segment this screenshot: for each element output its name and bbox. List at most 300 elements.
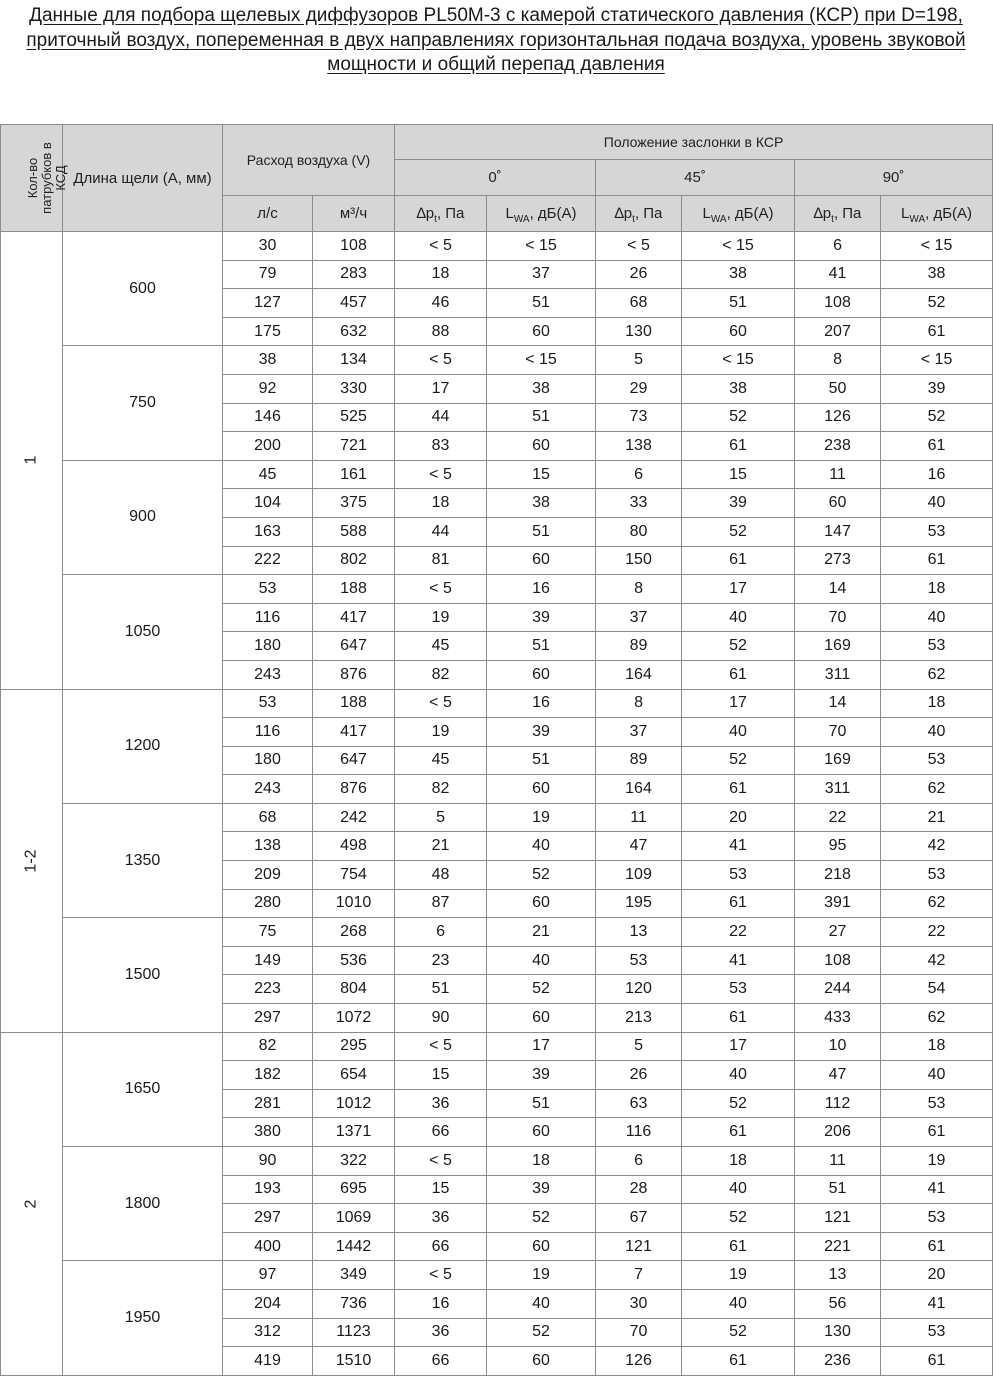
- value-cell: 10: [795, 1032, 881, 1061]
- value-cell: 127: [223, 289, 313, 318]
- value-cell: 14: [795, 689, 881, 718]
- value-cell: 169: [795, 632, 881, 661]
- value-cell: 134: [313, 346, 395, 375]
- value-cell: 30: [223, 232, 313, 261]
- value-cell: 17: [682, 575, 795, 604]
- value-cell: 61: [881, 317, 993, 346]
- value-cell: 52: [682, 1204, 795, 1233]
- value-cell: 62: [881, 1004, 993, 1033]
- header-ls: л/с: [223, 196, 313, 232]
- value-cell: 60: [487, 660, 596, 689]
- value-cell: 53: [223, 689, 313, 718]
- value-cell: 53: [682, 861, 795, 890]
- value-cell: 180: [223, 632, 313, 661]
- value-cell: 40: [682, 1061, 795, 1090]
- value-cell: 804: [313, 975, 395, 1004]
- value-cell: < 15: [487, 232, 596, 261]
- value-cell: 60: [682, 317, 795, 346]
- value-cell: 375: [313, 489, 395, 518]
- value-cell: 47: [596, 832, 682, 861]
- value-cell: 60: [487, 432, 596, 461]
- header-dp: $\Delta p_t$, Па: [395, 196, 487, 232]
- value-cell: 68: [596, 289, 682, 318]
- value-cell: 18: [881, 689, 993, 718]
- value-cell: 22: [682, 918, 795, 947]
- value-cell: 1371: [313, 1118, 395, 1147]
- value-cell: 108: [795, 946, 881, 975]
- value-cell: 802: [313, 546, 395, 575]
- value-cell: 209: [223, 861, 313, 890]
- value-cell: < 5: [395, 232, 487, 261]
- value-cell: 70: [795, 603, 881, 632]
- value-cell: 45: [395, 746, 487, 775]
- value-cell: 218: [795, 861, 881, 890]
- header-angle-0: 0˚: [395, 160, 596, 196]
- header-length: Длина щели (А, мм): [63, 125, 223, 232]
- table-row: [1, 232, 993, 261]
- value-cell: 349: [313, 1261, 395, 1290]
- value-cell: 17: [487, 1032, 596, 1061]
- value-cell: 188: [313, 575, 395, 604]
- value-cell: 221: [795, 1232, 881, 1261]
- value-cell: 213: [596, 1004, 682, 1033]
- value-cell: 457: [313, 289, 395, 318]
- value-cell: 11: [596, 803, 682, 832]
- value-cell: 161: [313, 460, 395, 489]
- value-cell: 20: [881, 1261, 993, 1290]
- value-cell: 68: [223, 803, 313, 832]
- value-cell: 61: [682, 1118, 795, 1147]
- value-cell: 60: [487, 546, 596, 575]
- value-cell: 238: [795, 432, 881, 461]
- length-cell: 900: [63, 460, 223, 574]
- value-cell: 27: [795, 918, 881, 947]
- value-cell: < 15: [682, 346, 795, 375]
- value-cell: 26: [596, 260, 682, 289]
- value-cell: 60: [487, 775, 596, 804]
- value-cell: 38: [881, 260, 993, 289]
- value-cell: 44: [395, 403, 487, 432]
- value-cell: 52: [682, 632, 795, 661]
- qty-cell: 1-2: [1, 689, 63, 1032]
- value-cell: 40: [881, 489, 993, 518]
- value-cell: 66: [395, 1118, 487, 1147]
- value-cell: 647: [313, 632, 395, 661]
- value-cell: 61: [881, 546, 993, 575]
- value-cell: 80: [596, 517, 682, 546]
- value-cell: 40: [487, 832, 596, 861]
- value-cell: 52: [487, 1318, 596, 1347]
- value-cell: 52: [682, 1089, 795, 1118]
- table-row: [1, 1032, 993, 1061]
- value-cell: 54: [881, 975, 993, 1004]
- value-cell: 28: [596, 1175, 682, 1204]
- value-cell: 121: [596, 1232, 682, 1261]
- value-cell: 147: [795, 517, 881, 546]
- value-cell: 15: [682, 460, 795, 489]
- value-cell: 146: [223, 403, 313, 432]
- value-cell: 60: [487, 317, 596, 346]
- value-cell: 11: [795, 460, 881, 489]
- value-cell: 36: [395, 1204, 487, 1233]
- value-cell: 73: [596, 403, 682, 432]
- value-cell: 130: [596, 317, 682, 346]
- qty-cell: 2: [1, 1032, 63, 1375]
- table-row: [1, 1147, 993, 1176]
- value-cell: 536: [313, 946, 395, 975]
- value-cell: 53: [881, 1089, 993, 1118]
- value-cell: 400: [223, 1232, 313, 1261]
- value-cell: 61: [682, 889, 795, 918]
- value-cell: 5: [395, 803, 487, 832]
- value-cell: 243: [223, 775, 313, 804]
- value-cell: 5: [596, 346, 682, 375]
- value-cell: 164: [596, 660, 682, 689]
- value-cell: 18: [487, 1147, 596, 1176]
- value-cell: 90: [395, 1004, 487, 1033]
- value-cell: 222: [223, 546, 313, 575]
- value-cell: 61: [682, 1004, 795, 1033]
- length-cell: 1500: [63, 918, 223, 1032]
- length-cell: 1050: [63, 575, 223, 689]
- value-cell: 311: [795, 660, 881, 689]
- value-cell: 37: [596, 603, 682, 632]
- value-cell: 297: [223, 1204, 313, 1233]
- value-cell: 52: [682, 1318, 795, 1347]
- value-cell: 6: [596, 460, 682, 489]
- value-cell: 39: [682, 489, 795, 518]
- value-cell: 53: [881, 632, 993, 661]
- value-cell: 17: [682, 1032, 795, 1061]
- value-cell: 312: [223, 1318, 313, 1347]
- value-cell: 60: [487, 1004, 596, 1033]
- value-cell: 268: [313, 918, 395, 947]
- value-cell: 52: [881, 403, 993, 432]
- value-cell: 82: [395, 775, 487, 804]
- value-cell: 66: [395, 1347, 487, 1376]
- value-cell: 61: [682, 1347, 795, 1376]
- value-cell: 1012: [313, 1089, 395, 1118]
- header-angle-45: 45˚: [596, 160, 795, 196]
- value-cell: 39: [487, 1175, 596, 1204]
- value-cell: 52: [487, 861, 596, 890]
- value-cell: 1123: [313, 1318, 395, 1347]
- value-cell: 283: [313, 260, 395, 289]
- value-cell: 19: [881, 1147, 993, 1176]
- value-cell: 45: [395, 632, 487, 661]
- length-cell: 1200: [63, 689, 223, 803]
- value-cell: 754: [313, 861, 395, 890]
- value-cell: 90: [223, 1147, 313, 1176]
- value-cell: 6: [395, 918, 487, 947]
- value-cell: 19: [682, 1261, 795, 1290]
- value-cell: 163: [223, 517, 313, 546]
- value-cell: 97: [223, 1261, 313, 1290]
- value-cell: < 5: [395, 1261, 487, 1290]
- value-cell: 61: [881, 1232, 993, 1261]
- value-cell: 876: [313, 775, 395, 804]
- value-cell: 47: [795, 1061, 881, 1090]
- value-cell: 18: [395, 260, 487, 289]
- value-cell: 82: [223, 1032, 313, 1061]
- value-cell: < 15: [881, 232, 993, 261]
- value-cell: 721: [313, 432, 395, 461]
- value-cell: 39: [487, 603, 596, 632]
- value-cell: 138: [223, 832, 313, 861]
- value-cell: 647: [313, 746, 395, 775]
- header-lwa: $L_{WA}$, дБ(А): [487, 196, 596, 232]
- value-cell: 280: [223, 889, 313, 918]
- value-cell: 1442: [313, 1232, 395, 1261]
- value-cell: 498: [313, 832, 395, 861]
- value-cell: 23: [395, 946, 487, 975]
- value-cell: 61: [682, 660, 795, 689]
- value-cell: 60: [795, 489, 881, 518]
- value-cell: 41: [682, 946, 795, 975]
- value-cell: < 5: [395, 346, 487, 375]
- value-cell: 19: [487, 1261, 596, 1290]
- value-cell: 295: [313, 1032, 395, 1061]
- value-cell: 112: [795, 1089, 881, 1118]
- value-cell: 223: [223, 975, 313, 1004]
- header-dp: $\Delta p_t$, Па: [596, 196, 682, 232]
- value-cell: 19: [395, 603, 487, 632]
- value-cell: 62: [881, 889, 993, 918]
- value-cell: 108: [795, 289, 881, 318]
- value-cell: 53: [881, 746, 993, 775]
- value-cell: 70: [795, 718, 881, 747]
- value-cell: 51: [682, 289, 795, 318]
- value-cell: 79: [223, 260, 313, 289]
- value-cell: 588: [313, 517, 395, 546]
- value-cell: 150: [596, 546, 682, 575]
- value-cell: 53: [881, 861, 993, 890]
- value-cell: 51: [487, 517, 596, 546]
- value-cell: 297: [223, 1004, 313, 1033]
- value-cell: 175: [223, 317, 313, 346]
- value-cell: 121: [795, 1204, 881, 1233]
- value-cell: 53: [881, 1318, 993, 1347]
- value-cell: 17: [395, 374, 487, 403]
- value-cell: 104: [223, 489, 313, 518]
- value-cell: 876: [313, 660, 395, 689]
- value-cell: 45: [223, 460, 313, 489]
- value-cell: < 5: [596, 232, 682, 261]
- value-cell: 19: [487, 803, 596, 832]
- value-cell: 39: [881, 374, 993, 403]
- value-cell: 380: [223, 1118, 313, 1147]
- value-cell: 11: [795, 1147, 881, 1176]
- value-cell: 87: [395, 889, 487, 918]
- value-cell: 8: [596, 575, 682, 604]
- value-cell: 38: [487, 489, 596, 518]
- value-cell: 243: [223, 660, 313, 689]
- value-cell: 37: [487, 260, 596, 289]
- value-cell: < 5: [395, 1032, 487, 1061]
- value-cell: 61: [881, 432, 993, 461]
- value-cell: 126: [596, 1347, 682, 1376]
- value-cell: 15: [395, 1175, 487, 1204]
- value-cell: 120: [596, 975, 682, 1004]
- value-cell: 51: [487, 1089, 596, 1118]
- value-cell: 281: [223, 1089, 313, 1118]
- value-cell: 53: [682, 975, 795, 1004]
- value-cell: 41: [795, 260, 881, 289]
- value-cell: 21: [881, 803, 993, 832]
- table-row: [1, 918, 993, 947]
- value-cell: < 5: [395, 575, 487, 604]
- value-cell: 56: [795, 1289, 881, 1318]
- value-cell: 322: [313, 1147, 395, 1176]
- value-cell: 41: [881, 1289, 993, 1318]
- value-cell: 51: [795, 1175, 881, 1204]
- table-row: [1, 803, 993, 832]
- length-cell: 1800: [63, 1147, 223, 1261]
- value-cell: 30: [596, 1289, 682, 1318]
- value-cell: 15: [487, 460, 596, 489]
- value-cell: 61: [682, 775, 795, 804]
- value-cell: 6: [795, 232, 881, 261]
- value-cell: 53: [881, 517, 993, 546]
- value-cell: 29: [596, 374, 682, 403]
- value-cell: 40: [881, 603, 993, 632]
- table-row: [1, 460, 993, 489]
- value-cell: 130: [795, 1318, 881, 1347]
- value-cell: 1072: [313, 1004, 395, 1033]
- header-m3h: м³/ч: [313, 196, 395, 232]
- value-cell: 109: [596, 861, 682, 890]
- value-cell: 38: [682, 374, 795, 403]
- value-cell: 37: [596, 718, 682, 747]
- value-cell: 116: [596, 1118, 682, 1147]
- value-cell: 52: [881, 289, 993, 318]
- value-cell: < 15: [881, 346, 993, 375]
- value-cell: < 5: [395, 689, 487, 718]
- value-cell: 52: [487, 1204, 596, 1233]
- length-cell: 1950: [63, 1261, 223, 1375]
- value-cell: 244: [795, 975, 881, 1004]
- value-cell: 61: [682, 432, 795, 461]
- value-cell: 40: [881, 718, 993, 747]
- value-cell: 16: [395, 1289, 487, 1318]
- value-cell: 207: [795, 317, 881, 346]
- length-cell: 750: [63, 346, 223, 460]
- value-cell: 89: [596, 632, 682, 661]
- value-cell: 417: [313, 718, 395, 747]
- value-cell: 21: [487, 918, 596, 947]
- value-cell: 40: [682, 603, 795, 632]
- value-cell: 81: [395, 546, 487, 575]
- value-cell: 48: [395, 861, 487, 890]
- value-cell: 66: [395, 1232, 487, 1261]
- value-cell: 1510: [313, 1347, 395, 1376]
- value-cell: 63: [596, 1089, 682, 1118]
- value-cell: 182: [223, 1061, 313, 1090]
- value-cell: 22: [881, 918, 993, 947]
- value-cell: 14: [795, 575, 881, 604]
- value-cell: 40: [682, 1289, 795, 1318]
- value-cell: 16: [881, 460, 993, 489]
- value-cell: 1010: [313, 889, 395, 918]
- value-cell: 632: [313, 317, 395, 346]
- value-cell: 311: [795, 775, 881, 804]
- table-row: [1, 346, 993, 375]
- value-cell: 20: [682, 803, 795, 832]
- value-cell: 169: [795, 746, 881, 775]
- value-cell: 70: [596, 1318, 682, 1347]
- value-cell: 38: [223, 346, 313, 375]
- value-cell: 61: [682, 546, 795, 575]
- value-cell: 33: [596, 489, 682, 518]
- value-cell: 92: [223, 374, 313, 403]
- length-cell: 600: [63, 232, 223, 346]
- value-cell: 40: [487, 1289, 596, 1318]
- value-cell: 51: [487, 632, 596, 661]
- header-lwa: $L_{WA}$, дБ(А): [881, 196, 993, 232]
- value-cell: 417: [313, 603, 395, 632]
- value-cell: 108: [313, 232, 395, 261]
- value-cell: 22: [795, 803, 881, 832]
- value-cell: 53: [223, 575, 313, 604]
- value-cell: 95: [795, 832, 881, 861]
- qty-cell: 1: [1, 232, 63, 690]
- value-cell: 39: [487, 1061, 596, 1090]
- value-cell: 206: [795, 1118, 881, 1147]
- value-cell: 40: [682, 1175, 795, 1204]
- value-cell: 51: [487, 403, 596, 432]
- page-title: Данные для подбора щелевых диффузоров PL50M-3 с камерой статического давления (КСР) при D=198, приточный воздух, попеременная в двух направлениях горизонтальная подача воздуха, уровень звуковой мощности и общий перепад давления: [26, 5, 966, 75]
- value-cell: 17: [682, 689, 795, 718]
- header-dp: $\Delta p_t$, Па: [795, 196, 881, 232]
- header-lwa: $L_{WA}$, дБ(А): [682, 196, 795, 232]
- value-cell: < 15: [487, 346, 596, 375]
- value-cell: 89: [596, 746, 682, 775]
- header-damper: Положение заслонки в КСР: [395, 125, 993, 160]
- value-cell: 82: [395, 660, 487, 689]
- value-cell: 236: [795, 1347, 881, 1376]
- value-cell: 18: [395, 489, 487, 518]
- value-cell: 18: [682, 1147, 795, 1176]
- value-cell: 51: [487, 289, 596, 318]
- value-cell: 26: [596, 1061, 682, 1090]
- value-cell: < 5: [395, 1147, 487, 1176]
- value-cell: 525: [313, 403, 395, 432]
- value-cell: 42: [881, 946, 993, 975]
- value-cell: 44: [395, 517, 487, 546]
- table-row: [1, 1261, 993, 1290]
- value-cell: 19: [395, 718, 487, 747]
- length-cell: 1650: [63, 1032, 223, 1146]
- value-cell: 193: [223, 1175, 313, 1204]
- value-cell: 5: [596, 1032, 682, 1061]
- value-cell: 18: [881, 575, 993, 604]
- value-cell: 654: [313, 1061, 395, 1090]
- value-cell: 116: [223, 603, 313, 632]
- header-qty: Кол-во патрубков в КСД: [1, 125, 63, 232]
- value-cell: 330: [313, 374, 395, 403]
- value-cell: 60: [487, 889, 596, 918]
- value-cell: 83: [395, 432, 487, 461]
- value-cell: 8: [795, 346, 881, 375]
- value-cell: 51: [395, 975, 487, 1004]
- value-cell: 53: [596, 946, 682, 975]
- value-cell: 61: [881, 1118, 993, 1147]
- diffuser-data-table: [0, 124, 993, 1376]
- value-cell: 204: [223, 1289, 313, 1318]
- value-cell: 52: [682, 403, 795, 432]
- value-cell: 16: [487, 575, 596, 604]
- value-cell: 42: [881, 832, 993, 861]
